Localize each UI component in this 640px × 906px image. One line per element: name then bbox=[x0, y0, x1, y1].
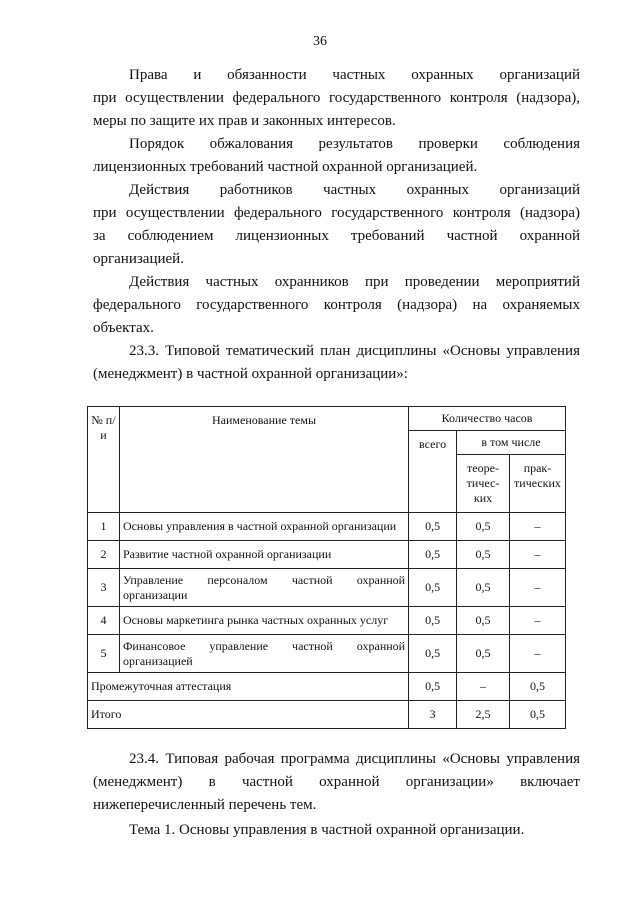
paragraph-line: Действия частных охранников при проведении мероприятий bbox=[129, 274, 580, 290]
row-practice: – bbox=[509, 541, 565, 569]
row-topic: Управление персоналом частной охранной организации bbox=[119, 569, 408, 607]
body-text-top bbox=[93, 64, 580, 386]
summary-theory: 2,5 bbox=[457, 701, 510, 729]
row-practice: – bbox=[509, 607, 565, 635]
summary-total: 0,5 bbox=[409, 673, 457, 701]
paragraph-line: (менеджмент) в частной охранной организации» включает bbox=[93, 774, 580, 790]
row-theory: 0,5 bbox=[457, 513, 510, 541]
paragraph-line: 23.3. Типовой тематический план дисциплины «Основы управления bbox=[129, 343, 580, 359]
row-theory: 0,5 bbox=[457, 635, 510, 673]
summary-practice: 0,5 bbox=[509, 673, 565, 701]
paragraph-line: 23.4. Типовая рабочая программа дисциплины «Основы управления bbox=[129, 751, 580, 767]
paragraph-line: лицензионных требований частной охранной организацией. bbox=[93, 159, 478, 175]
paragraph-line: при осуществлении федерального государственного контроля (надзора), bbox=[93, 90, 580, 106]
row-num: 4 bbox=[88, 607, 120, 635]
summary-total: 3 bbox=[409, 701, 457, 729]
paragraph-line: при осуществлении федерального государственного контроля (надзора) bbox=[93, 205, 580, 221]
paragraph-line: Тема 1. Основы управления в частной охранной организации. bbox=[129, 822, 525, 838]
summary-label: Итого bbox=[88, 701, 409, 729]
row-theory: 0,5 bbox=[457, 607, 510, 635]
table-row bbox=[88, 513, 566, 541]
paragraph-line: федерального государственного контроля (надзора) на охраняемых bbox=[93, 297, 580, 313]
row-num: 2 bbox=[88, 541, 120, 569]
summary-theory: – bbox=[457, 673, 510, 701]
thematic-plan-table bbox=[87, 406, 566, 729]
row-theory: 0,5 bbox=[457, 541, 510, 569]
row-num: 5 bbox=[88, 635, 120, 673]
header-theory: теоре-тичес-ких bbox=[457, 455, 510, 513]
paragraph-line: нижеперечисленный перечень тем. bbox=[93, 797, 317, 813]
row-num: 1 bbox=[88, 513, 120, 541]
header-total: всего bbox=[409, 431, 457, 513]
row-topic: Основы управления в частной охранной организации bbox=[119, 513, 408, 541]
paragraph-line: организацией. bbox=[93, 251, 184, 267]
row-num: 3 bbox=[88, 569, 120, 607]
page-number: 36 bbox=[313, 34, 327, 49]
row-theory: 0,5 bbox=[457, 569, 510, 607]
summary-row bbox=[88, 701, 566, 729]
row-total: 0,5 bbox=[409, 513, 457, 541]
body-text-bottom bbox=[93, 748, 580, 842]
row-topic: Финансовое управление частной охранной организацией bbox=[119, 635, 408, 673]
table-row bbox=[88, 607, 566, 635]
paragraph-line: Права и обязанности частных охранных организаций bbox=[129, 67, 580, 83]
summary-row bbox=[88, 673, 566, 701]
row-total: 0,5 bbox=[409, 607, 457, 635]
header-hours: Количество часов bbox=[409, 407, 566, 431]
header-including: в том числе bbox=[457, 431, 566, 455]
table-row bbox=[88, 541, 566, 569]
row-total: 0,5 bbox=[409, 541, 457, 569]
row-practice: – bbox=[509, 513, 565, 541]
row-total: 0,5 bbox=[409, 635, 457, 673]
paragraph-line: меры по защите их прав и законных интересов. bbox=[93, 113, 396, 129]
paragraph-line: Порядок обжалования результатов проверки соблюдения bbox=[129, 136, 580, 152]
row-topic: Развитие частной охранной организации bbox=[119, 541, 408, 569]
row-total: 0,5 bbox=[409, 569, 457, 607]
row-practice: – bbox=[509, 569, 565, 607]
header-num: № п/и bbox=[88, 407, 120, 513]
summary-practice: 0,5 bbox=[509, 701, 565, 729]
paragraph-line: Действия работников частных охранных организаций bbox=[129, 182, 580, 198]
row-topic: Основы маркетинга рынка частных охранных услуг bbox=[119, 607, 408, 635]
table-row bbox=[88, 635, 566, 673]
header-practice: прак-тических bbox=[509, 455, 565, 513]
paragraph-line: объектах. bbox=[93, 320, 154, 336]
table-row bbox=[88, 569, 566, 607]
paragraph-line: (менеджмент) в частной охранной организации»: bbox=[93, 366, 408, 382]
paragraph-line: за соблюдением лицензионных требований частной охранной bbox=[93, 228, 580, 244]
summary-label: Промежуточная аттестация bbox=[88, 673, 409, 701]
header-topic: Наименование темы bbox=[119, 407, 408, 513]
row-practice: – bbox=[509, 635, 565, 673]
